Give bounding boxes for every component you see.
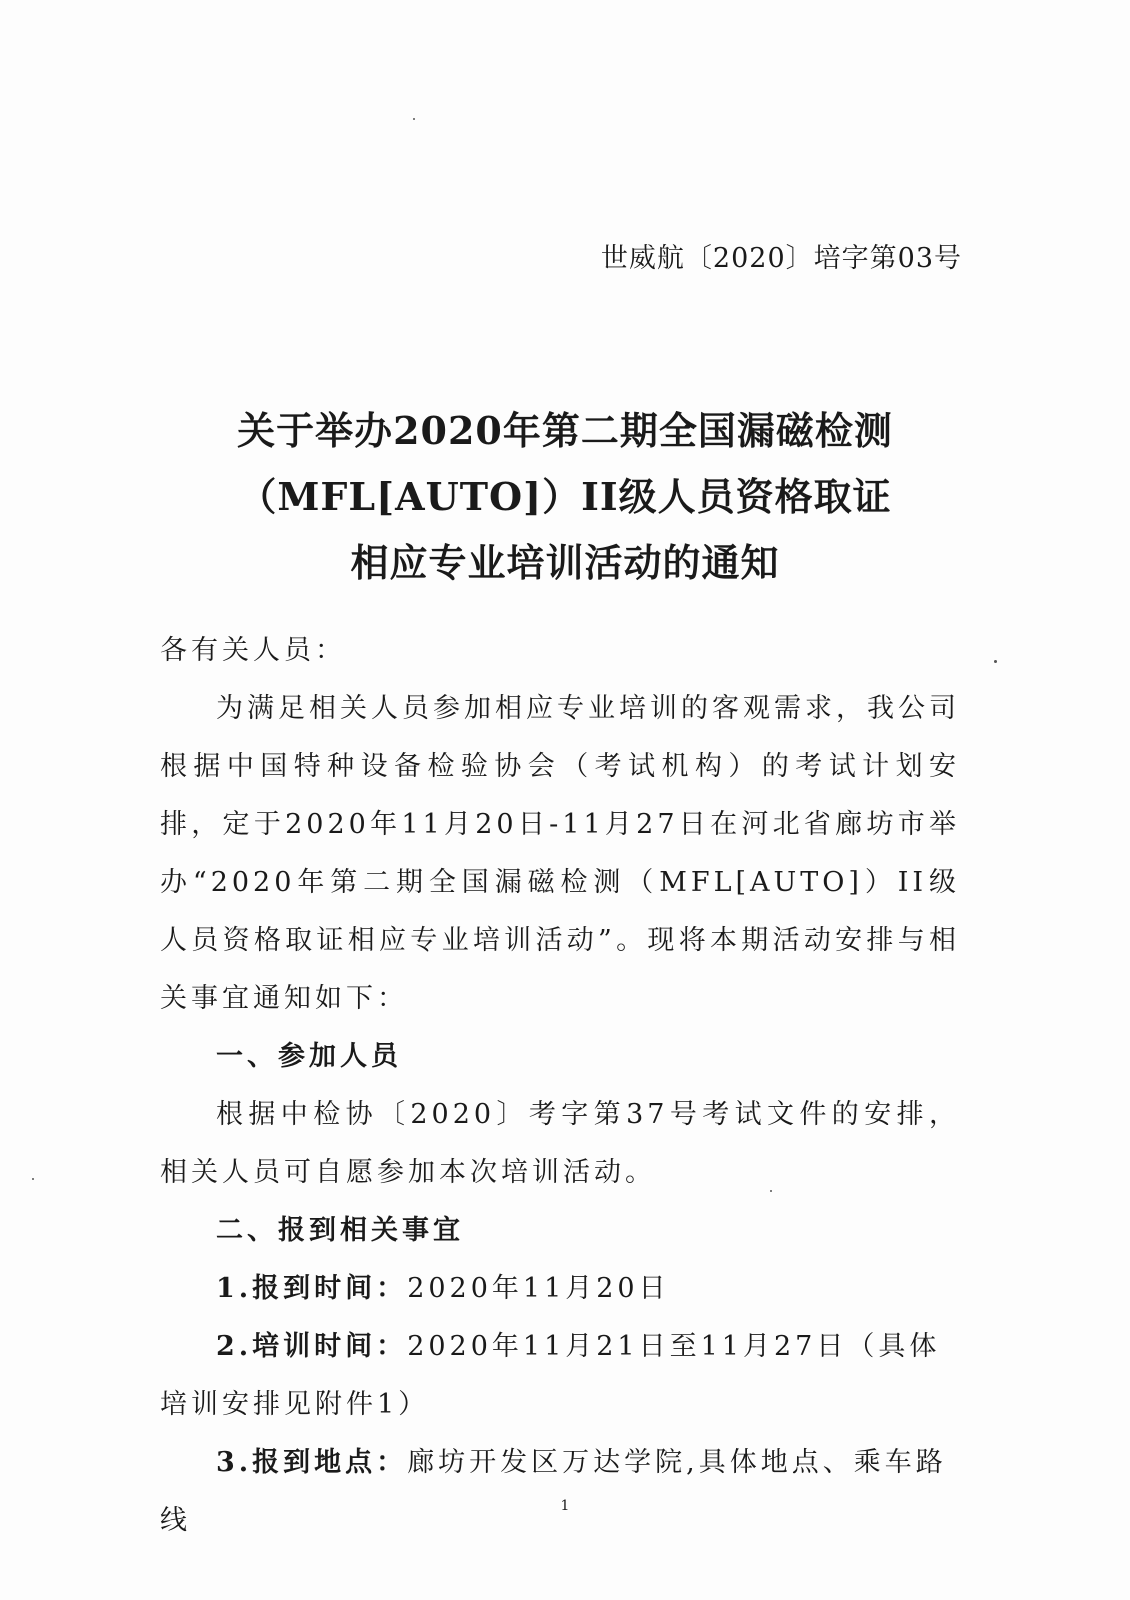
scan-speck bbox=[994, 660, 997, 663]
scan-speck bbox=[770, 1190, 772, 1192]
item-text: 廊坊开发区万达学院,具体地点、乘车路线 bbox=[160, 1447, 947, 1536]
item-text: 2020年11月20日 bbox=[407, 1273, 670, 1304]
salutation: 各有关人员： bbox=[160, 635, 346, 666]
registration-item-training bbox=[160, 1318, 960, 1434]
registration-item-location bbox=[160, 1434, 960, 1550]
registration-item-time bbox=[160, 1260, 960, 1318]
page-number: 1 bbox=[560, 1498, 570, 1514]
document-title bbox=[0, 398, 1130, 596]
item-label: 1.报到时间： bbox=[216, 1273, 408, 1304]
title-line-1: 关于举办2020年第二期全国漏磁检测 bbox=[237, 408, 893, 453]
title-line-2: （MFL[AUTO]）II级人员资格取证 bbox=[238, 474, 892, 519]
scan-speck bbox=[32, 1178, 34, 1180]
section-heading-registration: 二、报到相关事宜 bbox=[216, 1215, 464, 1246]
item-label: 2.培训时间： bbox=[216, 1331, 408, 1362]
document-number: 世威航〔2020〕培字第03号 bbox=[600, 243, 962, 274]
section-heading-participants: 一、参加人员 bbox=[216, 1041, 402, 1072]
document-body bbox=[160, 622, 960, 1550]
intro-paragraph: 为满足相关人员参加相应专业培训的客观需求，我公司根据中国特种设备检验协会（考试机构）的考试计划安排，定于2020年11月20日-11月27日在河北省廊坊市举办“2020年第二期全国漏磁检测（MFL[AUTO]）II级人员资格取证相应专业培训活动”。现将本期活动安排与相关事宜通知如下： bbox=[160, 693, 960, 1014]
participants-paragraph: 根据中检协〔2020〕考字第37号考试文件的安排，相关人员可自愿参加本次培训活动。 bbox=[160, 1099, 960, 1188]
scan-speck bbox=[413, 118, 415, 120]
title-line-3: 相应专业培训活动的通知 bbox=[350, 540, 780, 585]
item-label: 3.报到地点： bbox=[216, 1447, 408, 1478]
item-text: 2020年11月21日至11月27日（具体培训安排见附件1） bbox=[160, 1331, 941, 1420]
